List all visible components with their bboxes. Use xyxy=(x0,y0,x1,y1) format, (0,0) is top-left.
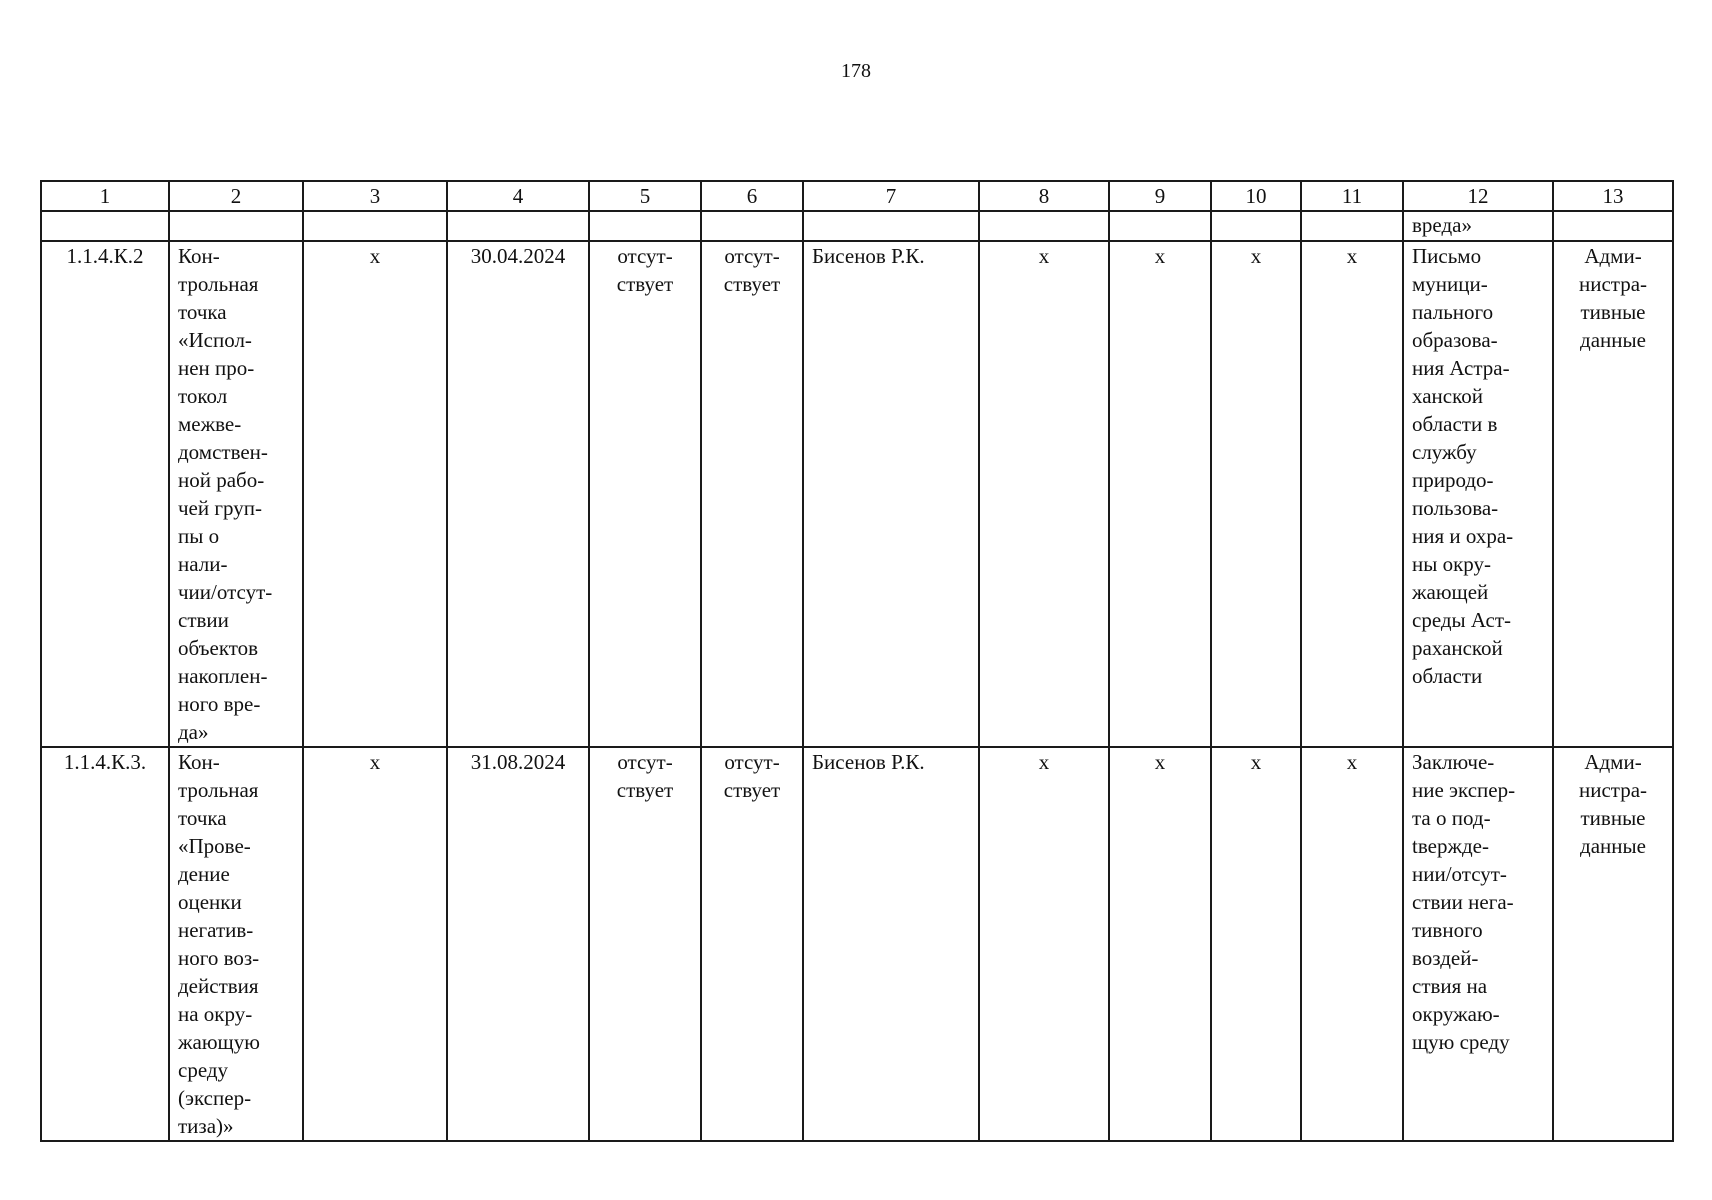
data-source: Адми- нистра- тивные данные xyxy=(1553,747,1673,1141)
page-number: 178 xyxy=(841,60,871,82)
column-header: 1 xyxy=(41,181,169,211)
empty-cell xyxy=(701,211,803,241)
empty-cell xyxy=(447,211,589,241)
column-9-value: x xyxy=(1109,747,1211,1141)
table-row xyxy=(41,747,1673,1141)
column-header: 4 xyxy=(447,181,589,211)
column-header: 13 xyxy=(1553,181,1673,211)
column-header: 7 xyxy=(803,181,979,211)
row-date: 31.08.2024 xyxy=(447,747,589,1141)
empty-cell xyxy=(41,211,169,241)
continuation-row xyxy=(41,211,1673,241)
empty-cell xyxy=(1109,211,1211,241)
column-8-value: x xyxy=(979,241,1109,747)
column-6-value: отсут- ствует xyxy=(701,241,803,747)
table-row xyxy=(41,241,1673,747)
column-3-value: x xyxy=(303,747,447,1141)
column-header: 11 xyxy=(1301,181,1403,211)
empty-cell xyxy=(589,211,701,241)
column-8-value: x xyxy=(979,747,1109,1141)
column-header: 5 xyxy=(589,181,701,211)
empty-cell xyxy=(1301,211,1403,241)
column-header: 10 xyxy=(1211,181,1301,211)
empty-cell xyxy=(1211,211,1301,241)
table-header-row xyxy=(41,181,1673,211)
confirming-document: Письмо муници- пального образова- ния Астра- ханской области в службу природо- пользова- ния и охра- ны окру- жающей среды Аст- раханской области xyxy=(1403,241,1553,747)
row-date: 30.04.2024 xyxy=(447,241,589,747)
row-code: 1.1.4.К.3. xyxy=(41,747,169,1141)
empty-cell xyxy=(979,211,1109,241)
confirming-document: Заключе- ние экспер- та о под- tвержде- нии/отсут- ствии нега- тивного воздей- ствия на окружаю- щую среду xyxy=(1403,747,1553,1141)
empty-cell xyxy=(169,211,303,241)
column-11-value: x xyxy=(1301,747,1403,1141)
column-6-value: отсут- ствует xyxy=(701,747,803,1141)
row-name: Кон- трольная точка «Испол- нен про- токол межве- домствен- ной рабо- чей груп- пы о нали- чии/отсут- ствии объектов накоплен- ного вре- да» xyxy=(169,241,303,747)
document-table xyxy=(40,180,1674,1142)
column-10-value: x xyxy=(1211,241,1301,747)
column-header: 2 xyxy=(169,181,303,211)
column-header: 3 xyxy=(303,181,447,211)
continuation-text: вреда» xyxy=(1403,211,1553,241)
column-header: 6 xyxy=(701,181,803,211)
empty-cell xyxy=(303,211,447,241)
empty-cell xyxy=(803,211,979,241)
column-header: 8 xyxy=(979,181,1109,211)
row-code: 1.1.4.К.2 xyxy=(41,241,169,747)
column-3-value: x xyxy=(303,241,447,747)
column-header: 12 xyxy=(1403,181,1553,211)
row-name: Кон- трольная точка «Прове- дение оценки негатив- ного воз- действия на окру- жающую среду (экспер- тиза)» xyxy=(169,747,303,1141)
empty-cell xyxy=(1553,211,1673,241)
column-9-value: x xyxy=(1109,241,1211,747)
column-11-value: x xyxy=(1301,241,1403,747)
responsible-person: Бисенов Р.К. xyxy=(803,241,979,747)
column-10-value: x xyxy=(1211,747,1301,1141)
column-5-value: отсут- ствует xyxy=(589,241,701,747)
column-5-value: отсут- ствует xyxy=(589,747,701,1141)
data-source: Адми- нистра- тивные данные xyxy=(1553,241,1673,747)
responsible-person: Бисенов Р.К. xyxy=(803,747,979,1141)
column-header: 9 xyxy=(1109,181,1211,211)
